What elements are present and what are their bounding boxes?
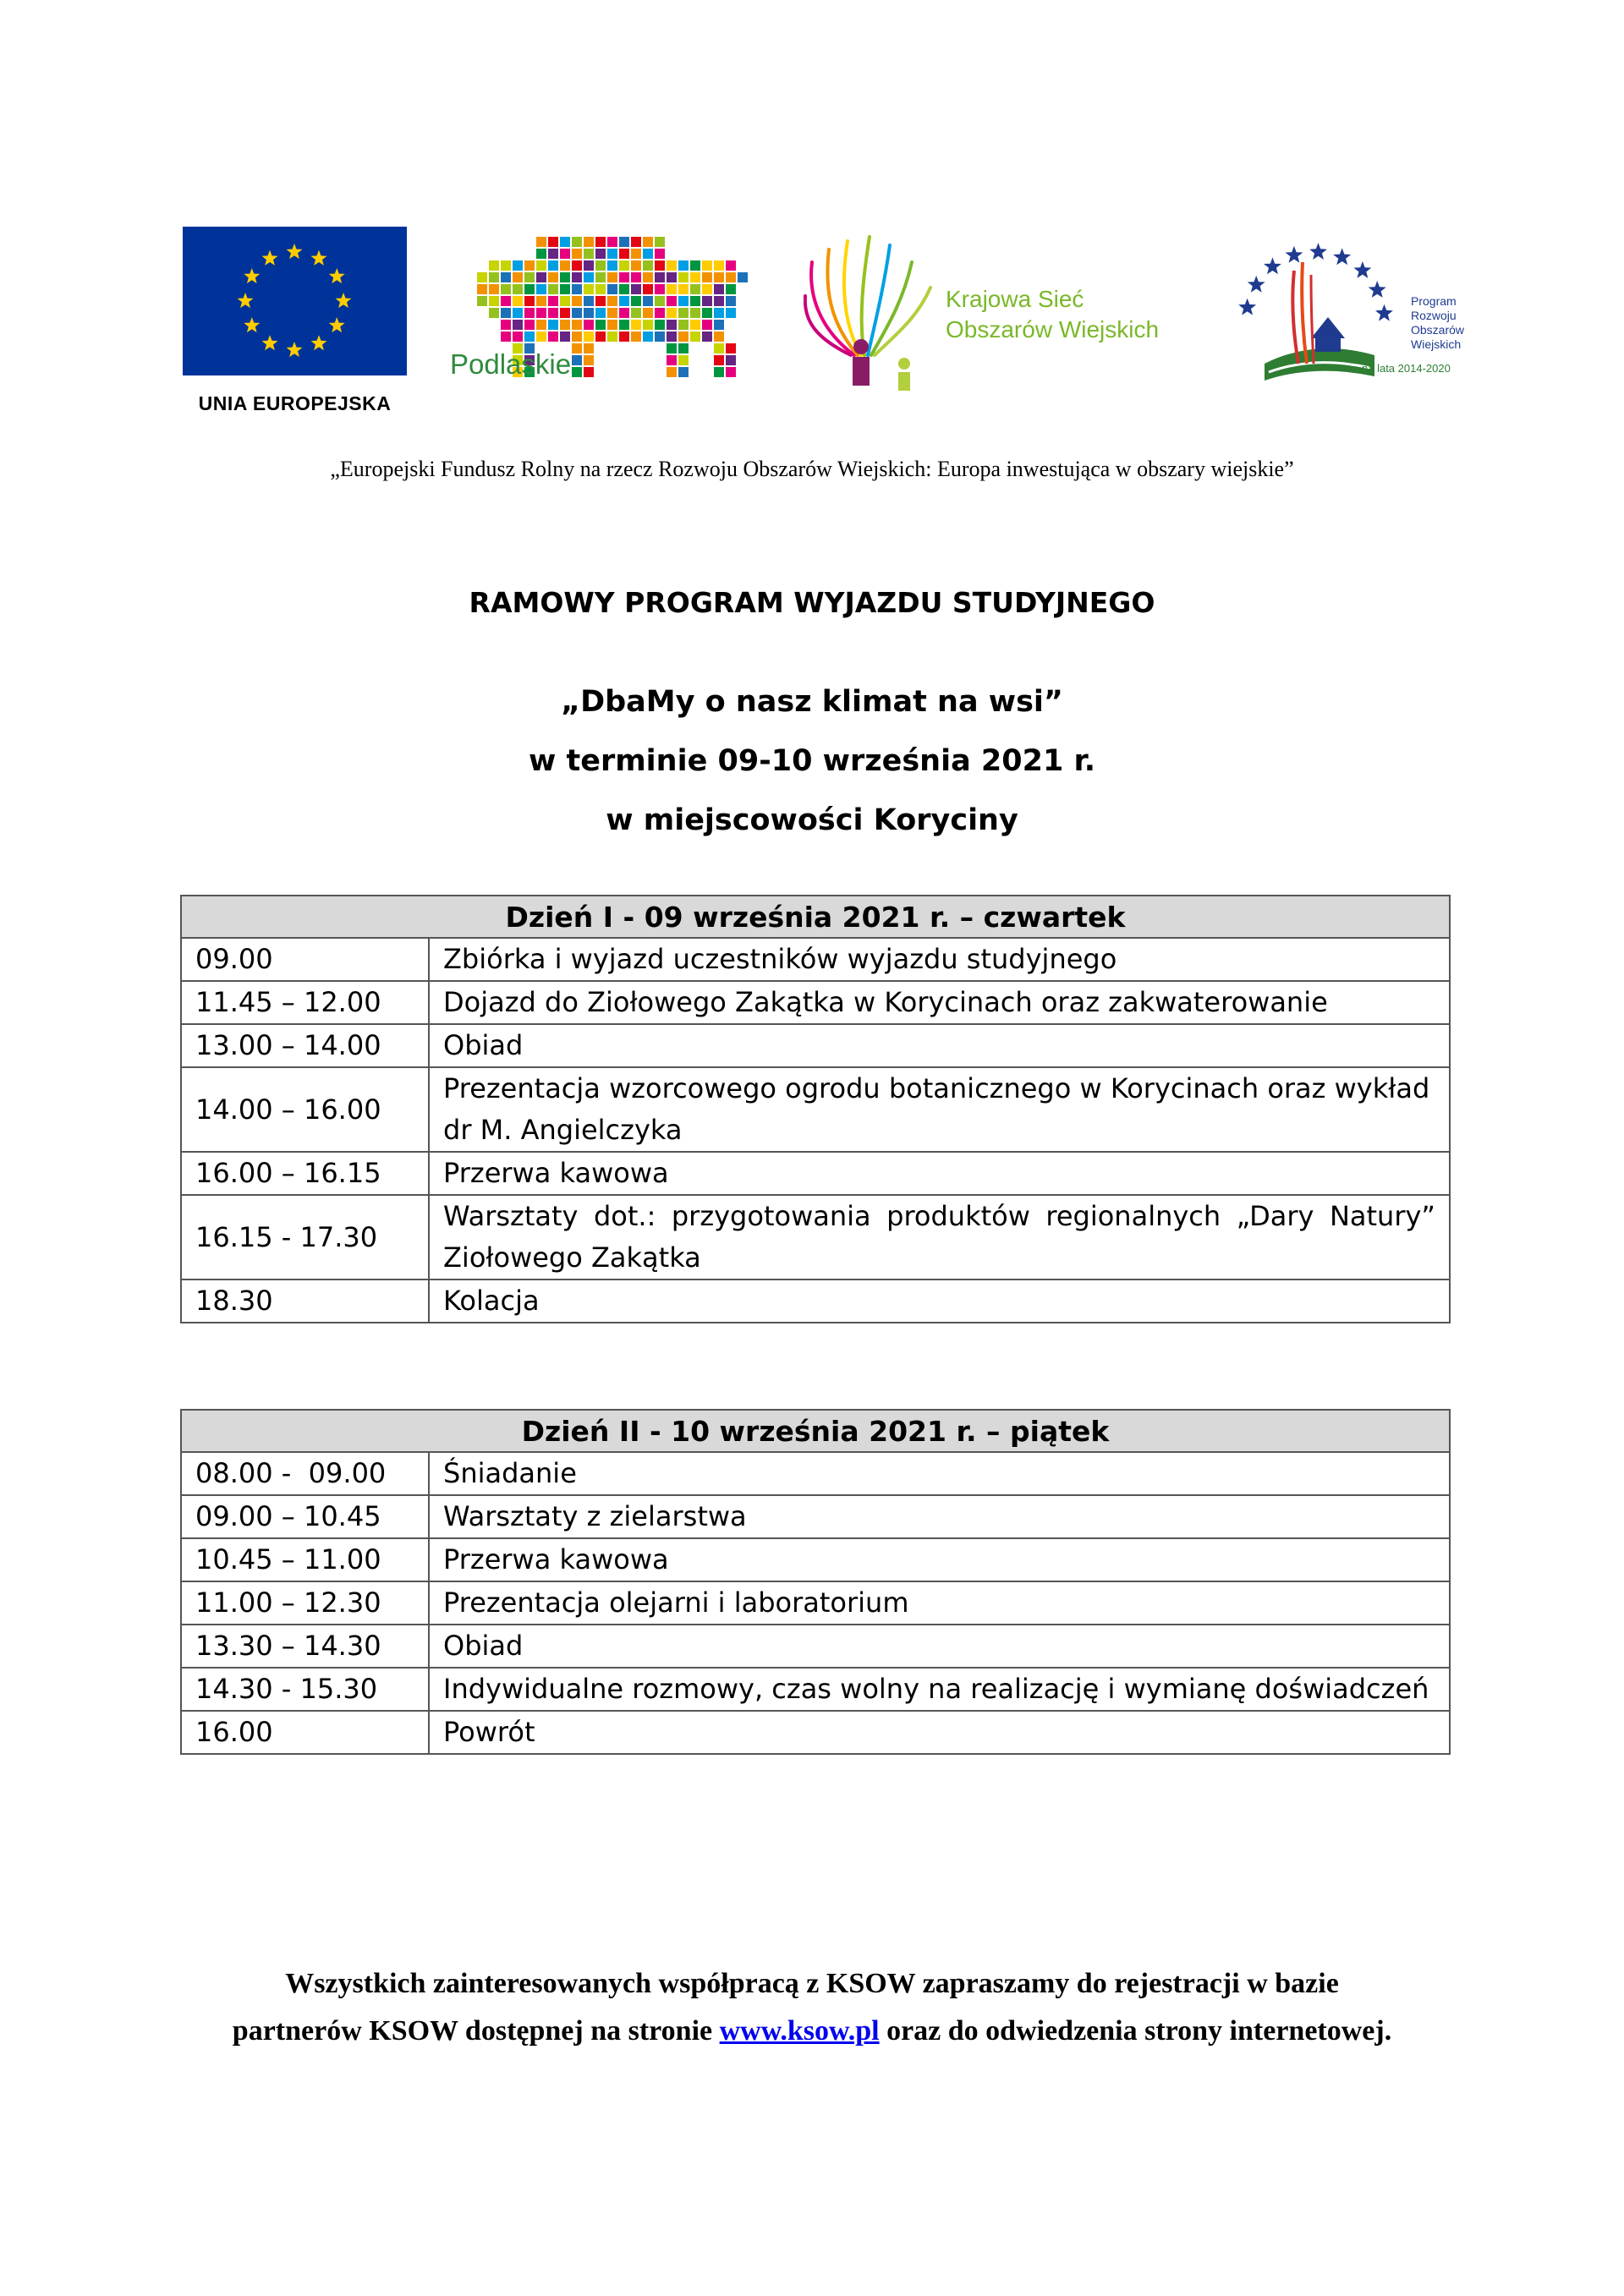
activity-cell: Śniadanie [429, 1452, 1450, 1495]
mosaic-tile [655, 308, 665, 318]
mosaic-tile [572, 332, 582, 342]
mosaic-tile [726, 343, 736, 353]
star-icon [1264, 257, 1281, 274]
mosaic-tile [643, 284, 653, 294]
mosaic-tile [667, 260, 677, 271]
mosaic-tile [560, 320, 570, 330]
mosaic-tile [607, 296, 617, 306]
mosaic-tile [584, 284, 594, 294]
mosaic-tile [548, 308, 558, 318]
mosaic-tile [501, 272, 511, 282]
mosaic-tile [726, 367, 736, 377]
mosaic-tile [560, 284, 570, 294]
mosaic-tile [477, 272, 487, 282]
ksow-label-line2: Obszarów Wiejskich [946, 316, 1160, 342]
mosaic-tile [501, 284, 511, 294]
mosaic-tile [572, 260, 582, 271]
mosaic-tile [595, 308, 606, 318]
table-row [181, 981, 1450, 1024]
mosaic-tile [690, 320, 700, 330]
mosaic-tile [560, 249, 570, 259]
mosaic-tile [501, 332, 511, 342]
mosaic-tile [619, 260, 629, 271]
subtitle-line-1: „DbaMy o nasz klimat na wsi” [561, 685, 1063, 719]
mosaic-tile [548, 320, 558, 330]
mosaic-tile [631, 260, 641, 271]
mosaic-tile [678, 355, 689, 365]
mosaic-tile [548, 260, 558, 271]
mosaic-tile [702, 332, 712, 342]
mosaic-tile [631, 249, 641, 259]
mosaic-tile [714, 296, 724, 306]
mosaic-tile [702, 320, 712, 330]
activity-cell: Warsztaty z zielarstwa [429, 1495, 1450, 1538]
mosaic-tile [560, 332, 570, 342]
table-row [181, 938, 1450, 981]
footer-text-before: partnerów KSOW dostępnej na stronie [232, 2015, 720, 2047]
star-icon [1375, 304, 1393, 321]
activity-cell: Zbiórka i wyjazd uczestników wyjazdu studyjnego [429, 938, 1450, 981]
mosaic-tile [619, 237, 629, 247]
time-cell: 11.00 – 12.30 [181, 1581, 429, 1625]
mosaic-tile [584, 260, 594, 271]
mosaic-tile [548, 237, 558, 247]
mosaic-tile [678, 367, 689, 377]
mosaic-tile [560, 296, 570, 306]
mosaic-tile [678, 272, 689, 282]
mosaic-tile [667, 320, 677, 330]
mosaic-tile [584, 367, 594, 377]
mosaic-tile [584, 320, 594, 330]
mosaic-tile [536, 332, 546, 342]
mosaic-tile [714, 367, 724, 377]
mosaic-tile [631, 296, 641, 306]
time-cell: 16.00 – 16.15 [181, 1152, 429, 1195]
mosaic-tile [572, 237, 582, 247]
mosaic-tile [607, 260, 617, 271]
eu-caption: UNIA EUROPEJSKA [198, 392, 392, 414]
mosaic-tile [607, 308, 617, 318]
mosaic-tile [714, 284, 724, 294]
mosaic-tile [619, 332, 629, 342]
mosaic-tile [619, 284, 629, 294]
mosaic-tile [572, 320, 582, 330]
ksow-logo [804, 228, 947, 397]
star-icon [1369, 281, 1386, 298]
mosaic-tile [584, 249, 594, 259]
footer-line-2 [0, 2008, 1624, 2055]
eu-flag-logo [183, 227, 407, 375]
mosaic-tile [631, 320, 641, 330]
mosaic-tile [702, 308, 712, 318]
mosaic-tile [477, 296, 487, 306]
mosaic-tile [560, 260, 570, 271]
mosaic-tile [643, 320, 653, 330]
mosaic-tile [631, 284, 641, 294]
mosaic-tile [572, 272, 582, 282]
star-icon [1248, 276, 1265, 293]
table-row [181, 1280, 1450, 1323]
mosaic-tile [714, 343, 724, 353]
mosaic-tile [584, 237, 594, 247]
mosaic-tile [595, 237, 606, 247]
mosaic-tile [690, 332, 700, 342]
mosaic-tile [595, 320, 606, 330]
day1-header: Dzień I - 09 września 2021 r. – czwartek [181, 896, 1450, 938]
mosaic-tile [607, 284, 617, 294]
mosaic-tile [714, 355, 724, 365]
mosaic-tile [655, 272, 665, 282]
ksow-label [946, 284, 1159, 345]
mosaic-tile [572, 367, 582, 377]
prow-label-line: Rozwoju [1411, 309, 1457, 322]
time-cell: 13.00 – 14.00 [181, 1024, 429, 1067]
time-cell: 10.45 – 11.00 [181, 1538, 429, 1581]
mosaic-tile [524, 260, 535, 271]
footer-line-1: Wszystkich zainteresowanych współpracą z KSOW zapraszamy do rejestracji w bazie [285, 1968, 1339, 1999]
footer-text-after: oraz do odwiedzenia strony internetowej. [879, 2015, 1392, 2047]
mosaic-tile [619, 249, 629, 259]
mosaic-tile [595, 260, 606, 271]
mosaic-tile [548, 272, 558, 282]
mosaic-tile [643, 272, 653, 282]
activity-cell: Warsztaty dot.: przygotowania produktów regionalnych „Dary Natury” Ziołowego Zakątka [429, 1195, 1450, 1280]
subtitle-line-3: w miejscowości Koryciny [606, 803, 1018, 837]
mosaic-tile [655, 284, 665, 294]
activity-cell: Przerwa kawowa [429, 1538, 1450, 1581]
mosaic-tile [667, 284, 677, 294]
table-row [181, 1625, 1450, 1668]
mosaic-tile [678, 296, 689, 306]
mosaic-tile [643, 308, 653, 318]
mosaic-tile [655, 332, 665, 342]
day1-schedule-table [180, 895, 1451, 1323]
mosaic-tile [619, 320, 629, 330]
star-icon [1353, 261, 1371, 278]
mosaic-tile [738, 272, 748, 282]
mosaic-tile [572, 308, 582, 318]
time-cell: 16.00 [181, 1711, 429, 1754]
ksow-label-line1: Krajowa Sieć [946, 286, 1084, 312]
mosaic-tile [726, 308, 736, 318]
mosaic-tile [667, 308, 677, 318]
mosaic-tile [595, 272, 606, 282]
mosaic-tile [643, 296, 653, 306]
time-cell: 13.30 – 14.30 [181, 1625, 429, 1668]
star-icon [1333, 248, 1351, 265]
table-row [181, 1067, 1450, 1152]
mosaic-tile [726, 355, 736, 365]
mosaic-tile [631, 332, 641, 342]
mosaic-tile [690, 308, 700, 318]
mosaic-tile [501, 320, 511, 330]
prow-label [1411, 294, 1464, 352]
mosaic-tile [655, 320, 665, 330]
mosaic-tile [702, 284, 712, 294]
mosaic-tile [643, 249, 653, 259]
mosaic-tile [595, 284, 606, 294]
mosaic-tile [607, 237, 617, 247]
activity-cell: Powrót [429, 1711, 1450, 1754]
mosaic-tile [548, 249, 558, 259]
mosaic-tile [655, 237, 665, 247]
mosaic-tile [678, 260, 689, 271]
mosaic-tile [595, 332, 606, 342]
mosaic-tile [678, 343, 689, 353]
mosaic-tile [536, 237, 546, 247]
mosaic-tile [513, 284, 523, 294]
mosaic-tile [477, 284, 487, 294]
activity-cell: Dojazd do Ziołowego Zakątka w Korycinach oraz zakwaterowanie [429, 981, 1450, 1024]
activity-cell: Obiad [429, 1625, 1450, 1668]
mosaic-tile [702, 296, 712, 306]
mosaic-tile [560, 272, 570, 282]
mosaic-tile [678, 320, 689, 330]
table-row [181, 1711, 1450, 1754]
mosaic-tile [572, 284, 582, 294]
mosaic-tile [536, 249, 546, 259]
mosaic-tile [726, 272, 736, 282]
mosaic-tile [595, 249, 606, 259]
table-row [181, 1668, 1450, 1711]
logo-band [0, 220, 1624, 431]
mosaic-tile [631, 272, 641, 282]
prow-label-line: Obszarów [1411, 323, 1465, 337]
star-icon [1286, 246, 1303, 263]
activity-cell: Kolacja [429, 1280, 1450, 1323]
mosaic-tile [690, 260, 700, 271]
mosaic-tile [572, 343, 582, 353]
podlaskie-label: Podlaskie [450, 348, 572, 380]
page-title: RAMOWY PROGRAM WYJAZDU STUDYJNEGO [469, 586, 1155, 619]
mosaic-tile [513, 320, 523, 330]
mosaic-tile [667, 367, 677, 377]
time-cell: 09.00 – 10.45 [181, 1495, 429, 1538]
time-cell: 09.00 [181, 938, 429, 981]
time-cell: 16.15 - 17.30 [181, 1195, 429, 1280]
time-cell: 18.30 [181, 1280, 429, 1323]
mosaic-tile [726, 260, 736, 271]
mosaic-tile [619, 272, 629, 282]
mosaic-tile [536, 296, 546, 306]
mosaic-tile [726, 296, 736, 306]
mosaic-tile [595, 296, 606, 306]
prow-years: na lata 2014-2020 [1362, 362, 1451, 375]
mosaic-tile [548, 284, 558, 294]
star-icon [1309, 243, 1327, 260]
mosaic-tile [667, 332, 677, 342]
mosaic-tile [667, 355, 677, 365]
mosaic-tile [714, 320, 724, 330]
mosaic-tile [678, 284, 689, 294]
mosaic-tile [489, 284, 499, 294]
mosaic-tile [536, 260, 546, 271]
activity-cell: Prezentacja olejarni i laboratorium [429, 1581, 1450, 1625]
mosaic-tile [572, 249, 582, 259]
ksow-website-link[interactable]: www.ksow.pl [719, 2015, 880, 2047]
subtitle-line-2: w terminie 09-10 września 2021 r. [528, 744, 1096, 778]
mosaic-tile [572, 296, 582, 306]
mosaic-tile [655, 296, 665, 306]
mosaic-tile [714, 308, 724, 318]
mosaic-tile [655, 249, 665, 259]
mosaic-tile [524, 284, 535, 294]
mosaic-tile [678, 332, 689, 342]
prow-label-line: Program [1411, 294, 1457, 308]
time-cell: 14.30 - 15.30 [181, 1668, 429, 1711]
mosaic-tile [560, 237, 570, 247]
mosaic-tile [489, 308, 499, 318]
mosaic-tile [513, 308, 523, 318]
mosaic-tile [536, 284, 546, 294]
mosaic-tile [619, 308, 629, 318]
mosaic-tile [489, 260, 499, 271]
mosaic-tile [667, 343, 677, 353]
activity-cell: Obiad [429, 1024, 1450, 1067]
mosaic-tile [619, 296, 629, 306]
prow-label-line: Wiejskich [1411, 337, 1462, 351]
mosaic-tile [524, 296, 535, 306]
mosaic-tile [513, 272, 523, 282]
time-cell: 08.00 - 09.00 [181, 1452, 429, 1495]
table-row [181, 1195, 1450, 1280]
mosaic-tile [643, 237, 653, 247]
table-row [181, 1024, 1450, 1067]
mosaic-tile [655, 260, 665, 271]
table-row [181, 1152, 1450, 1195]
mosaic-tile [513, 332, 523, 342]
mosaic-tile [667, 272, 677, 282]
day2-schedule-table [180, 1409, 1451, 1755]
mosaic-tile [631, 308, 641, 318]
mosaic-tile [678, 308, 689, 318]
mosaic-tile [607, 332, 617, 342]
table-header-row [181, 896, 1450, 938]
day2-header: Dzień II - 10 września 2021 r. – piątek [181, 1410, 1450, 1452]
mosaic-tile [548, 332, 558, 342]
activity-cell: Przerwa kawowa [429, 1152, 1450, 1195]
mosaic-tile [643, 260, 653, 271]
mosaic-tile [560, 308, 570, 318]
mosaic-tile [548, 296, 558, 306]
mosaic-tile [714, 272, 724, 282]
mosaic-tile [524, 272, 535, 282]
mosaic-tile [631, 237, 641, 247]
mosaic-tile [584, 355, 594, 365]
mosaic-tile [607, 320, 617, 330]
mosaic-tile [489, 272, 499, 282]
mosaic-tile [536, 272, 546, 282]
mosaic-tile [643, 332, 653, 342]
mosaic-tile [726, 284, 736, 294]
mosaic-tile [690, 284, 700, 294]
table-row [181, 1538, 1450, 1581]
mosaic-tile [524, 320, 535, 330]
mosaic-tile [607, 272, 617, 282]
mosaic-tile [572, 355, 582, 365]
mosaic-tile [714, 260, 724, 271]
mosaic-tile [584, 332, 594, 342]
activity-cell: Indywidualne rozmowy, czas wolny na realizację i wymianę doświadczeń [429, 1668, 1450, 1711]
footer-note [0, 1960, 1624, 2055]
mosaic-tile [524, 332, 535, 342]
mosaic-tile [501, 296, 511, 306]
table-row [181, 1452, 1450, 1495]
mosaic-tile [536, 320, 546, 330]
mosaic-tile [584, 308, 594, 318]
table-row [181, 1581, 1450, 1625]
table-row [181, 1495, 1450, 1538]
mosaic-tile [489, 296, 499, 306]
mosaic-tile [584, 296, 594, 306]
mosaic-tile [584, 272, 594, 282]
mosaic-tile [667, 296, 677, 306]
mosaic-tile [690, 272, 700, 282]
time-cell: 11.45 – 12.00 [181, 981, 429, 1024]
time-cell: 14.00 – 16.00 [181, 1067, 429, 1152]
activity-cell: Prezentacja wzorcowego ogrodu botanicznego w Korycinach oraz wykład dr M. Angielczyka [429, 1067, 1450, 1152]
mosaic-tile [584, 343, 594, 353]
mosaic-tile [702, 272, 712, 282]
mosaic-tile [501, 308, 511, 318]
mosaic-tile [702, 260, 712, 271]
fund-line: „Europejski Fundusz Rolny na rzecz Rozwoju Obszarów Wiejskich: Europa inwestująca w obszary wiejskie” [330, 457, 1294, 481]
mosaic-tile [536, 308, 546, 318]
mosaic-tile [690, 296, 700, 306]
mosaic-tile [501, 260, 511, 271]
mosaic-tile [513, 296, 523, 306]
mosaic-tile [513, 260, 523, 271]
mosaic-tile [714, 332, 724, 342]
mosaic-tile [607, 249, 617, 259]
mosaic-tile [524, 308, 535, 318]
star-icon [1238, 299, 1256, 315]
table-header-row [181, 1410, 1450, 1452]
